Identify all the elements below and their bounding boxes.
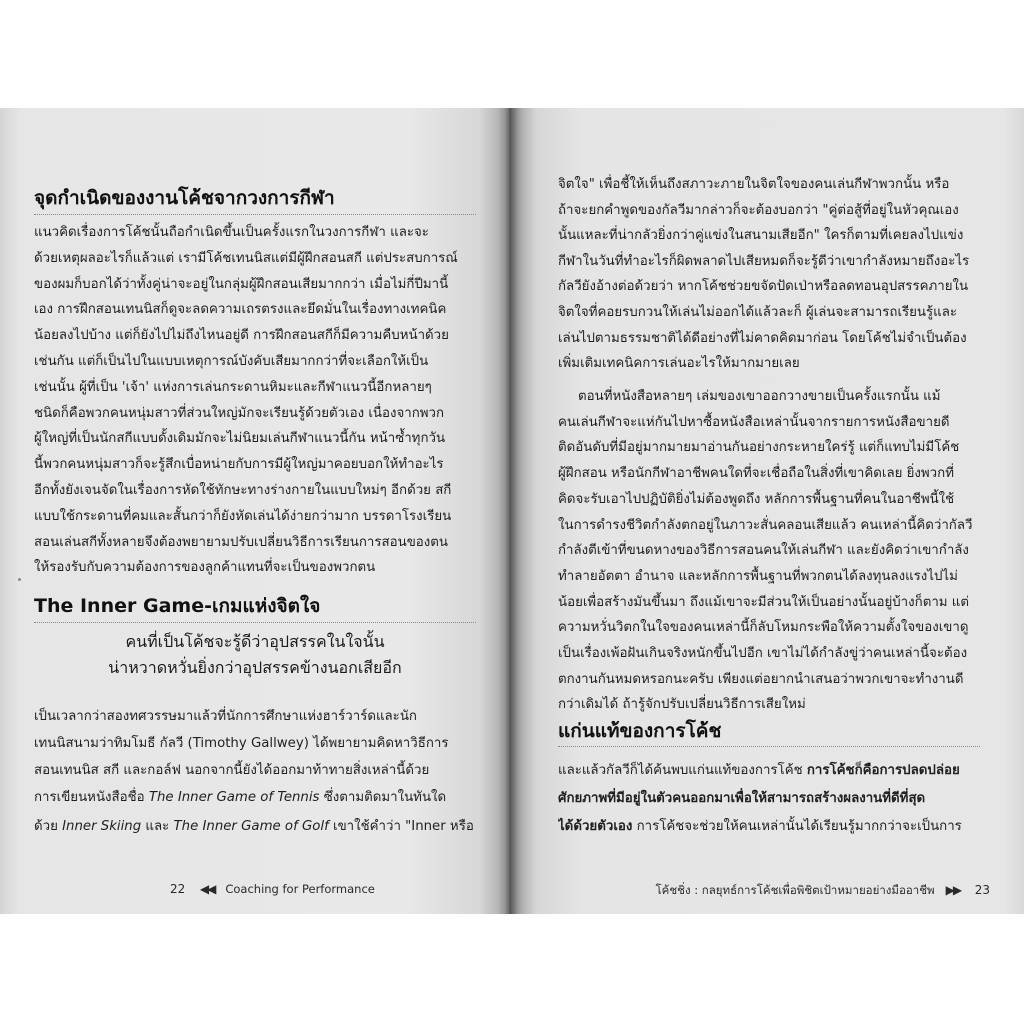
text-span: การโค้ชจะช่วยให้คนเหล่านั้นได้เรียนรู้มากกว่าจะเป็นการ (632, 819, 962, 834)
text-line: เพิ่มเติมเทคนิคการเล่นอะไรให้มากมายเลย (558, 356, 800, 372)
section-heading-origin: จุดกำเนิดของงานโค้ชจากวงการกีฬา (34, 187, 335, 209)
text-line: เทนนิสนามว่าทิมโมธี กัลวี (Timothy Gallwey) ได้พยายามคิดหาวิธีการ (34, 736, 449, 751)
text-line: ถ้าจะยกคำพูดของกัลวีมากล่าวก็จะต้องบอกว่า "คู่ต่อสู้ที่อยู่ในหัวคุณเอง (558, 202, 959, 218)
text-line: สอนเล่นสกีทั้งหลายจึงต้องพยายามปรับเปลี่ยนวิธีการเรียนการสอนของตน (34, 534, 449, 550)
text-line (558, 760, 988, 782)
text-line: เอง การฝึกสอนเทนนิสก็ดูจะลดความเถรตรงและยึดมั่นในเรื่องทางเทคนิค (34, 302, 447, 318)
pull-quote-line-1: คนที่เป็นโค้ชจะรู้ดีว่าอุปสรรคในใจนั้น (125, 632, 385, 651)
text-line (34, 787, 479, 809)
text-line: ด้วยเหตุผลอะไรก็แล้วแต่ เรามีโค้ชเทนนิสแต่มีผู้ฝึกสอนสกี แต่ประสบการณ์ (34, 250, 458, 266)
text-span: การเขียนหนังสือชื่อ (34, 790, 149, 805)
book-spread (0, 108, 1024, 914)
text-line: คิดจะรับเอาไปปฏิบัติยิ่งไม่ต้องพูดถึง หลักการพื้นฐานที่คนในอาชีพนี้ใช้ (558, 491, 955, 507)
book-title-italic: Inner Skiing (62, 819, 142, 834)
text-line: กำลังตีเข้าที่ขนดหางของวิธีการสอนคนให้เล่นกีฬา และยังคิดว่าเขากำลัง (558, 543, 969, 559)
right-page-footer (610, 882, 990, 900)
page-number: 22 (170, 882, 186, 896)
text-line: เป็นเรื่องเพ้อฝันเกินจริงหนักขึ้นไปอีก เขาไม่ได้กำลังขู่ว่าคนเหล่านี้จะต้อง (558, 646, 968, 661)
text-line: ผู้ฝึกสอน หรือนักกีฬาอาชีพคนใดที่จะเชื่อถือในสิ่งที่เขาคิดเลย ยิ่งพวกที่ (558, 466, 954, 482)
right-page (510, 108, 1024, 914)
text-line: ตกงานกันหมดหรอกนะครับ เพียงแต่อยากนำเสนอว่าพวกเขาจะทำงานดี (558, 671, 964, 687)
text-line: ความหวั่นวิตกในใจของคนเหล่านี้ก็ลับโหมกระพือให้ความตั้งใจของเขาดู (558, 620, 969, 636)
section-heading-inner-game: The Inner Game-เกมแห่งจิตใจ (34, 595, 321, 617)
text-line: กัลวียังอ้างต่อด้วยว่า หากโค้ชช่วยขจัดปัดเป่าหรือลดทอนอุปสรรคภายใน (558, 279, 969, 295)
heading-divider (34, 214, 476, 215)
bold-text: ได้ด้วยตัวเอง (558, 819, 633, 834)
text-span: ด้วย (34, 819, 63, 834)
text-line: นี้พวกคนหนุ่มสาวก็จะรู้สึกเบื่อหน่ายกับการมีผู้ใหญ่มาคอยบอกให้ทำอะไร (34, 457, 444, 473)
text-line: คนเล่นกีฬาจะแห่กันไปหาซื้อหนังสือเหล่านั้นจากรายการหนังสือขายดี (558, 414, 950, 430)
page-speck (18, 578, 21, 581)
text-line: จิตใจที่คอยรบกวนให้เล่นไม่ออกได้แล้วละก็ ผู้เล่นจะสามารถเรียนรู้และ (558, 305, 958, 320)
text-line: จิตใจ" เพื่อชี้ให้เห็นถึงสภาวะภายในจิตใจของคนเล่นกีฬาพวกนั้น หรือ (558, 177, 950, 192)
text-line: ตอนที่หนังสือหลายๆ เล่มของเขาออกวางขายเป็นครั้งแรกนั้น แม้ (578, 389, 941, 404)
text-line: ผู้ใหญ่ที่เป็นนักสกีแบบดั้งเดิมมักจะไม่นิยมเล่นกีฬาแนวนี้กัน หน้าซ้ำทุกวัน (34, 431, 446, 447)
pull-quote-line-2: น่าหวาดหวั่นยิ่งกว่าอุปสรรคข้างนอกเสียอีก (108, 658, 402, 677)
page-number: 23 (974, 883, 990, 897)
running-title: Coaching for Performance (225, 882, 375, 896)
book-title-italic: The Inner Game of Tennis (148, 790, 320, 805)
text-line: ชนิดก็คือพวกคนหนุ่มสาวที่ส่วนใหญ่มักจะเรียนรู้ด้วยตัวเอง เนื่องจากพวก (34, 405, 445, 421)
heading-divider (558, 746, 980, 747)
text-line: ติดอันดับที่มีอยู่มากมายมาอ่านกันอย่างกระหายใคร่รู้ แต่ก็แทบไม่มีโค้ช (558, 440, 960, 456)
left-page (0, 108, 510, 914)
next-arrow-icon: ▶▶ (945, 883, 961, 897)
text-line: น้อยลงไปบ้าง แต่ก็ยังไปไม่ถึงไหนอยู่ดี การฝึกสอนสกีก็มีความคืบหน้าด้วย (34, 328, 449, 344)
bold-text: ศักยภาพที่มีอยู่ในตัวคนออกมาเพื่อให้สามารถสร้างผลงานที่ดีที่สุด (558, 791, 926, 806)
text-line: เป็นเวลากว่าสองทศวรรษมาแล้วที่นักการศึกษาแห่งฮาร์วาร์ดและนัก (34, 709, 417, 724)
text-line: แบบใช้กระดานที่คมและสั้นกว่าก็ยังหัดเล่นได้ง่ายกว่ามาก บรรดาโรงเรียน (34, 508, 452, 524)
text-line: ของผมก็บอกได้ว่าทั้งคู่น่าจะอยู่ในกลุ่มผู้ฝึกสอนเสียมากกว่า เมื่อไม่กี่ปีมานี้ (34, 276, 449, 292)
section-heading-essence: แก่นแท้ของการโค้ช (558, 720, 722, 742)
text-line: ในการดำรงชีวิตกำลังตกอยู่ในภาวะสั่นคลอนเสียแล้ว คนเหล่านี้คิดว่ากัลวี (558, 517, 973, 533)
text-line: ทำลายอัตตา อำนาจ และหลักการพื้นฐานที่พวกตนได้ลงทุนลงแรงไปไม่ (558, 568, 958, 584)
text-span: เขาใช้คำว่า "Inner หรือ (328, 819, 474, 834)
text-line: กีฬาในวันที่ทำอะไรก็ผิดพลาดไปเสียหมดก็จะรู้ดีว่าเขากำลังหมายถึงอะไร (558, 253, 970, 269)
text-line: ให้รองรับกับความต้องการของลูกค้าแทนที่จะเป็นของพวกตน (34, 560, 376, 576)
text-line: เช่นนั้น ผู้ที่เป็น 'เจ้า' แห่งการเล่นกระดานหิมะและกีฬาแนวนี้อีกหลายๆ (34, 379, 432, 395)
text-line (558, 788, 988, 810)
text-line: เช่นกัน แต่ก็เป็นไปในแบบเหตุการณ์บังคับเสียมากกว่าที่จะเลือกให้เป็น (34, 354, 429, 369)
text-line: กว่าเดิมได้ ถ้ารู้จักปรับเปลี่ยนวิธีการเสียใหม่ (558, 697, 806, 713)
text-span: และแล้วกัลวีก็ได้ค้นพบแก่นแท้ของการโค้ช (558, 763, 807, 778)
text-line (558, 816, 988, 838)
heading-divider (34, 622, 476, 623)
text-line: เล่นไปตามธรรมชาติได้ดีอย่างที่ไม่คาดคิดมาก่อน โดยโค้ชไม่จำเป็นต้อง (558, 330, 967, 346)
running-title: โค้ชชิ่ง : กลยุทธ์การโค้ชเพื่อพิชิตเป้าหมายอย่างมืออาชีพ (655, 883, 935, 897)
text-line: อีกทั้งยังเจนจัดในเรื่องการหัดใช้ทักษะทางร่างกายในแบบใหม่ๆ อีกด้วย สกี (34, 483, 452, 498)
previous-arrow-icon: ◀◀ (199, 882, 215, 896)
text-line: สอนเทนนิส สกี และกอล์ฟ นอกจากนี้ยังได้ออกมาท้าทายสิ่งเหล่านี้ด้วย (34, 763, 430, 778)
text-line (34, 816, 479, 838)
text-line: น้อยเพื่อสร้างมันขึ้นมา ถึงแม้เขาจะมีส่วนให้เป็นอย่างนั้นอยู่บ้างก็ตาม แต่ (558, 594, 969, 610)
text-line: นั้นแหละที่น่ากลัวยิ่งกว่าคู่แข่งในสนามเสียอีก" ใครก็ตามที่เคยลงไปแข่ง (558, 228, 964, 244)
text-span: และ (141, 819, 174, 834)
text-line: แนวคิดเรื่องการโค้ชนั้นถือกำเนิดขึ้นเป็นครั้งแรกในวงการกีฬา และจะ (34, 225, 429, 240)
text-span: ซึ่งตามติดมาในทันใด (319, 790, 447, 805)
bold-text: การโค้ชก็คือการปลดปล่อย (806, 763, 960, 778)
book-gutter-shadow (498, 108, 522, 914)
left-page-footer (170, 882, 430, 896)
book-title-italic: The Inner Game of Golf (173, 819, 329, 834)
